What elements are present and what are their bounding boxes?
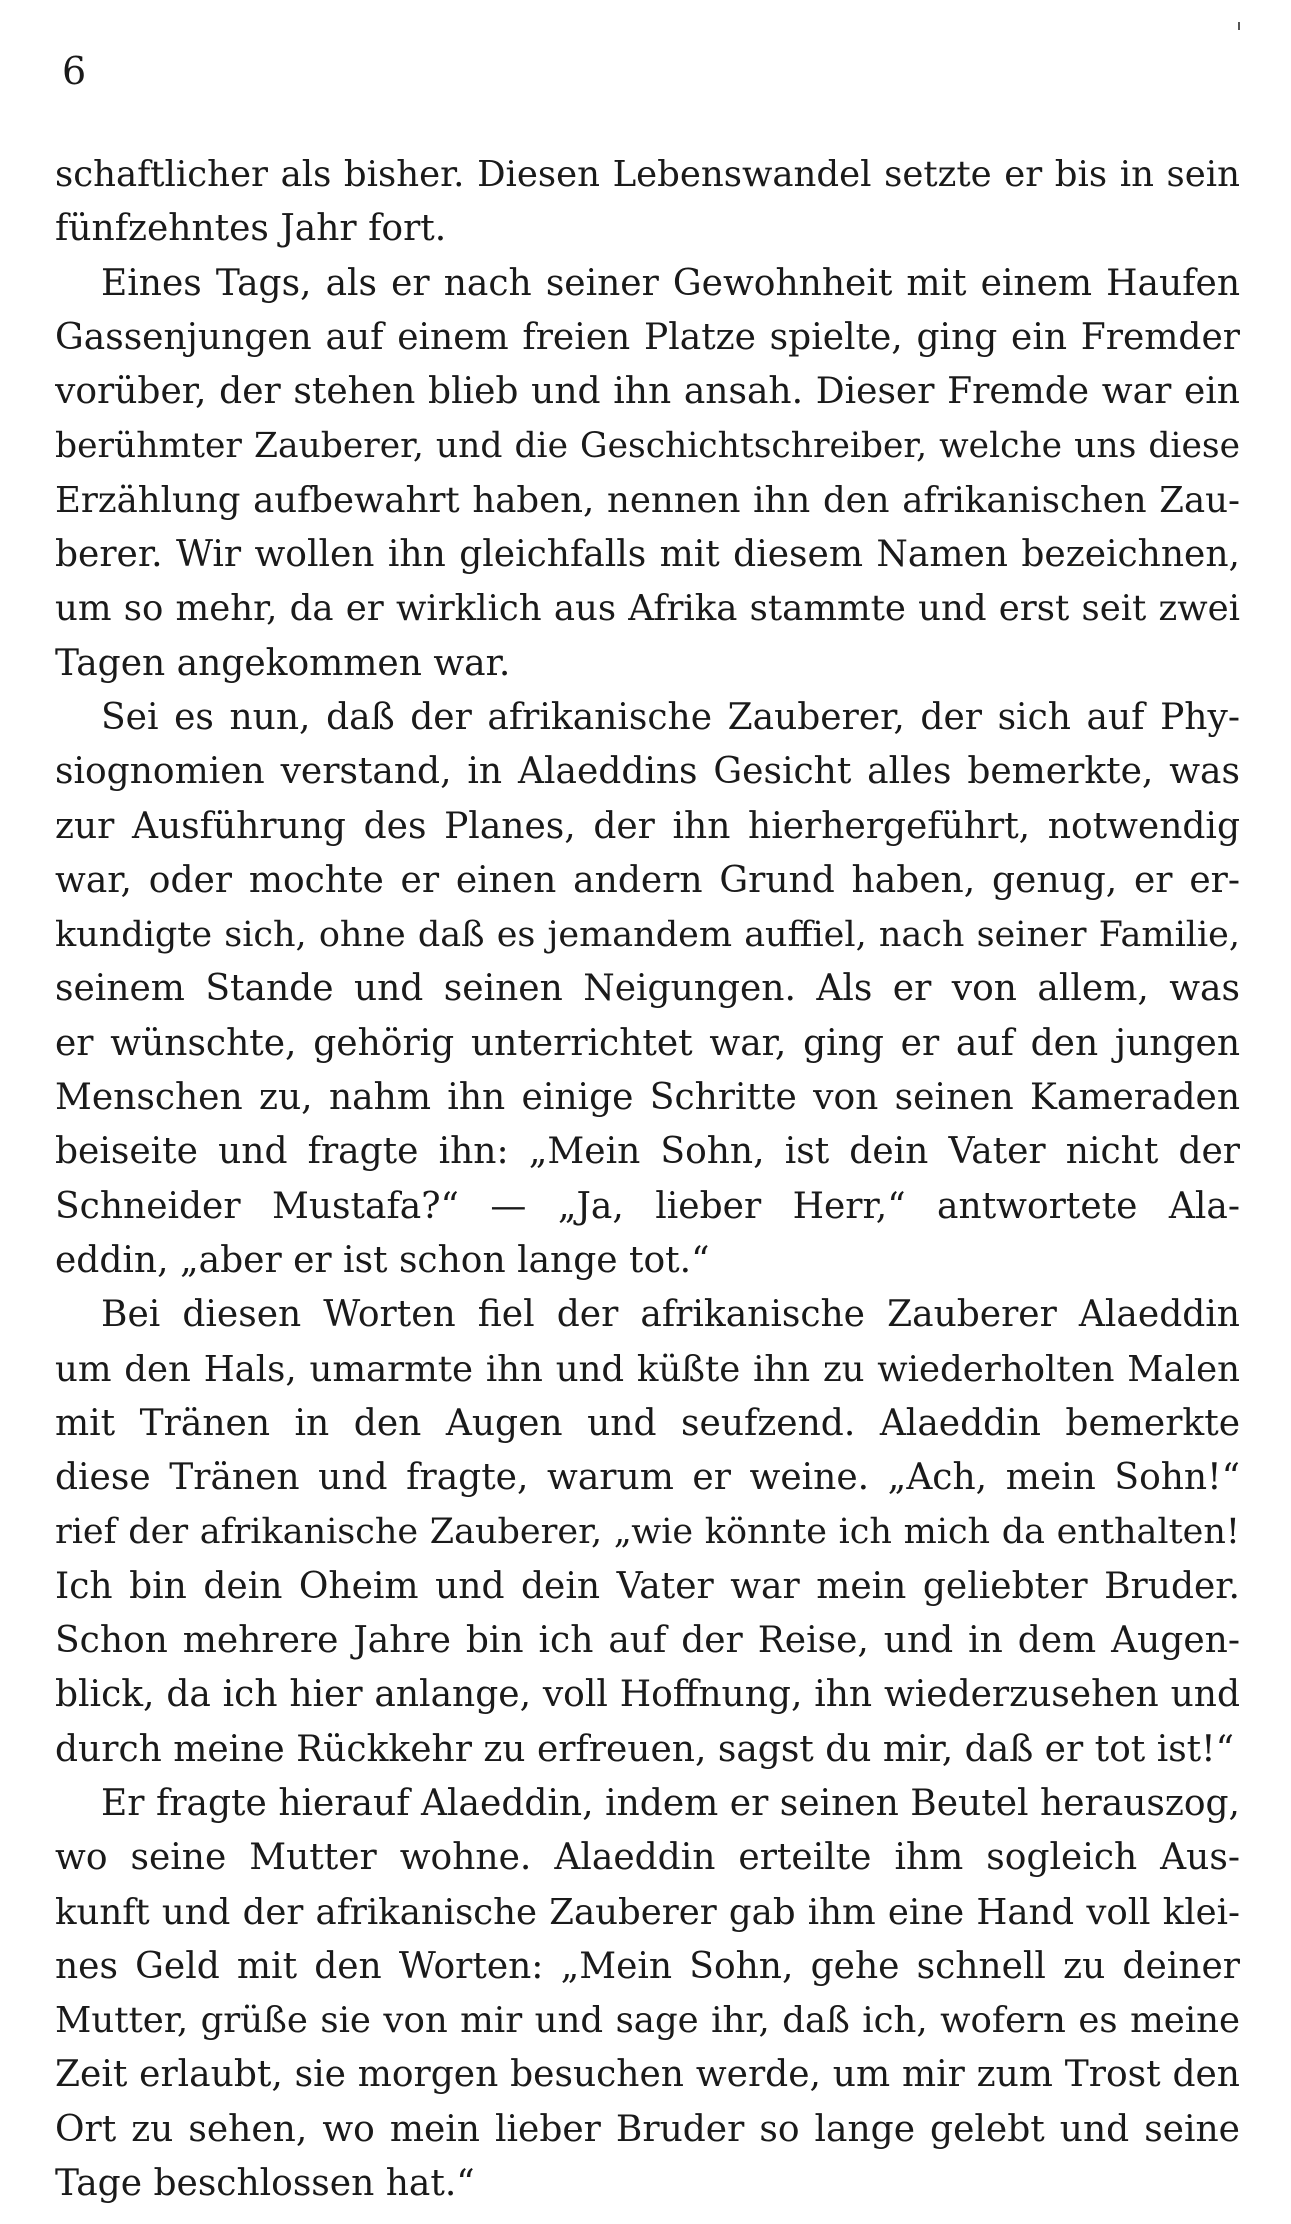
- text-line: seinem Stande und seinen Neigungen. Als er von allem, was: [55, 968, 1240, 1010]
- text-line: berühmter Zauberer, und die Geschichtschreiber, welche uns diese: [55, 426, 1240, 467]
- text-line: zur Ausführung des Planes, der ihn hierhergeführt, notwendig: [55, 805, 1240, 847]
- text-line: berer. Wir wollen ihn gleichfalls mit diesem Namen bezeichnen,: [55, 534, 1240, 576]
- text-line: Schon mehrere Jahre bin ich auf der Reise, und in dem Augen-: [55, 1620, 1240, 1662]
- text-line: durch meine Rückkehr zu erfreuen, sagst du mir, daß er tot ist!“: [55, 1728, 1235, 1770]
- body-text: [55, 148, 1240, 2211]
- text-line: Zeit erlaubt, sie morgen besuchen werde, um mir zum Trost den: [55, 2054, 1240, 2096]
- text-line: vorüber, der stehen blieb und ihn ansah. Dieser Fremde war ein: [55, 371, 1240, 413]
- text-line: kunft und der afrikanische Zauberer gab ihm eine Hand voll klei-: [55, 1891, 1240, 1933]
- text-line: fünfzehntes Jahr fort.: [55, 208, 447, 250]
- text-line: Schneider Mustafa?“ — „Ja, lieber Herr,“ antwortete Ala-: [55, 1185, 1240, 1227]
- text-line: Er fragte hierauf Alaeddin, indem er seinen Beutel herauszog,: [101, 1782, 1240, 1824]
- text-line: Ich bin dein Oheim und dein Vater war mein geliebter Bruder.: [55, 1565, 1240, 1607]
- text-line: diese Tränen und fragte, warum er weine. „Ach, mein Sohn!“: [55, 1457, 1240, 1499]
- text-line: er wünschte, gehörig unterrichtet war, ging er auf den jungen: [55, 1022, 1240, 1064]
- text-line: um den Hals, umarmte ihn und küßte ihn zu wiederholten Malen: [55, 1348, 1240, 1390]
- text-line: kundigte sich, ohne daß es jemandem auffiel, nach seiner Familie,: [55, 915, 1240, 956]
- text-line: siognomien verstand, in Alaeddins Gesicht alles bemerkte, was: [55, 751, 1240, 793]
- text-line: war, oder mochte er einen andern Grund haben, genug, er er-: [55, 859, 1240, 901]
- edge-mark: [1238, 22, 1240, 30]
- text-line: beiseite und fragte ihn: „Mein Sohn, ist dein Vater nicht der: [55, 1131, 1240, 1173]
- text-line: Bei diesen Worten fiel der afrikanische Zauberer Alaeddin: [101, 1294, 1240, 1336]
- text-line: eddin, „aber er ist schon lange tot.“: [55, 1239, 710, 1281]
- text-line: um so mehr, da er wirklich aus Afrika stammte und erst seit zwei: [55, 588, 1240, 630]
- text-line: Sei es nun, daß der afrikanische Zauberer, der sich auf Phy-: [101, 696, 1240, 738]
- text-line: Menschen zu, nahm ihn einige Schritte von seinen Kameraden: [55, 1077, 1240, 1119]
- page-number: 6: [62, 49, 87, 93]
- text-line: blick, da ich hier anlange, voll Hoffnung, ihn wiederzusehen und: [55, 1674, 1240, 1716]
- text-line: Erzählung aufbewahrt haben, nennen ihn den afrikanischen Zau-: [55, 479, 1240, 521]
- text-line: Tage beschlossen hat.“: [55, 2162, 475, 2204]
- text-line: Mutter, grüße sie von mir und sage ihr, daß ich, wofern es meine: [55, 2000, 1240, 2042]
- text-line: schaftlicher als bisher. Diesen Lebenswandel setzte er bis in sein: [55, 154, 1240, 195]
- text-line: Ort zu sehen, wo mein lieber Bruder so lange gelebt und seine: [55, 2108, 1240, 2150]
- text-line: Tagen angekommen war.: [55, 642, 511, 684]
- text-line: nes Geld mit den Worten: „Mein Sohn, gehe schnell zu deiner: [55, 1945, 1240, 1987]
- text-line: Eines Tags, als er nach seiner Gewohnheit mit einem Haufen: [101, 262, 1240, 304]
- text-line: wo seine Mutter wohne. Alaeddin erteilte ihm sogleich Aus-: [55, 1837, 1240, 1879]
- text-line: mit Tränen in den Augen und seufzend. Alaeddin bemerkte: [55, 1402, 1240, 1444]
- text-line: Gassenjungen auf einem freien Platze spielte, ging ein Fremder: [55, 316, 1240, 358]
- text-line: rief der afrikanische Zauberer, „wie könnte ich mich da enthalten!: [55, 1512, 1240, 1553]
